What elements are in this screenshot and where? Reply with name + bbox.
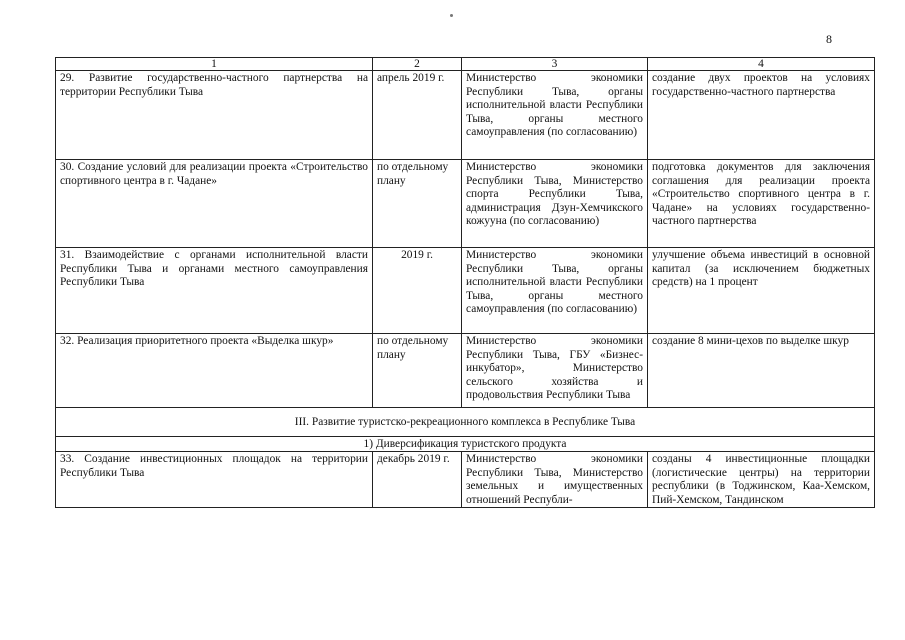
executors-cell: Министерство экономики Республики Тыва, ГБУ «Бизнес-инкубатор», Министерство сельского хозяйства и продовольствия Республики Тыва — [462, 334, 648, 408]
result-cell: подготовка документов для заключения соглашения для реализации проекта «Строительство спортивного центра в г. Чадане» на условиях государственно-частного партнерства — [648, 160, 875, 248]
result-cell: создание 8 мини-цехов по выделке шкур — [648, 334, 875, 408]
section-heading-row — [56, 408, 875, 437]
action-plan-table — [55, 57, 875, 508]
table-row — [56, 160, 875, 248]
deadline-cell: по отдельному плану — [373, 160, 462, 248]
table-row — [56, 71, 875, 160]
deadline-cell: по отдельному плану — [373, 334, 462, 408]
column-number-row — [56, 58, 875, 71]
column-number: 3 — [462, 58, 648, 71]
section-heading: III. Развитие туристско-рекреационного комплекса в Республике Тыва — [56, 408, 875, 437]
table-row — [56, 334, 875, 408]
deadline-cell: декабрь 2019 г. — [373, 452, 462, 508]
subsection-heading-row — [56, 437, 875, 452]
scan-mark — [450, 14, 453, 17]
measure-cell: 30. Создание условий для реализации проекта «Строительство спортивного центра в г. Чадане» — [56, 160, 373, 248]
table-row — [56, 248, 875, 334]
executors-cell: Министерство экономики Республики Тыва, органы исполнительной власти Республики Тыва, органы местного самоуправления (по согласованию) — [462, 71, 648, 160]
measure-cell: 31. Взаимодействие с органами исполнительной власти Республики Тыва и органами местного самоуправления Республики Тыва — [56, 248, 373, 334]
column-number: 4 — [648, 58, 875, 71]
page-number: 8 — [826, 32, 832, 46]
column-number: 1 — [56, 58, 373, 71]
executors-cell: Министерство экономики Республики Тыва, органы исполнительной власти Республики Тыва, органы местного самоуправления (по согласованию) — [462, 248, 648, 334]
deadline-cell: апрель 2019 г. — [373, 71, 462, 160]
measure-cell: 33. Создание инвестиционных площадок на территории Республики Тыва — [56, 452, 373, 508]
executors-cell: Министерство экономики Республики Тыва, Министерство земельных и имущественных отношений Республи- — [462, 452, 648, 508]
measure-cell: 32. Реализация приоритетного проекта «Выделка шкур» — [56, 334, 373, 408]
result-cell: улучшение объема инвестиций в основной капитал (за исключением бюджетных средств) на 1 процент — [648, 248, 875, 334]
subsection-heading: 1) Диверсификация туристского продукта — [56, 437, 875, 452]
result-cell: создание двух проектов на условиях государственно-частного партнерства — [648, 71, 875, 160]
column-number: 2 — [373, 58, 462, 71]
result-cell: созданы 4 инвестиционные площадки (логистические центры) на территории республики (в Тоджинском, Каа-Хемском, Пий-Хемском, Тандинском — [648, 452, 875, 508]
measure-cell: 29. Развитие государственно-частного партнерства на территории Республики Тыва — [56, 71, 373, 160]
table-row — [56, 452, 875, 508]
executors-cell: Министерство экономики Республики Тыва, Министерство спорта Республики Тыва, администрация Дзун-Хемчикского кожууна (по согласованию) — [462, 160, 648, 248]
deadline-cell: 2019 г. — [373, 248, 462, 334]
